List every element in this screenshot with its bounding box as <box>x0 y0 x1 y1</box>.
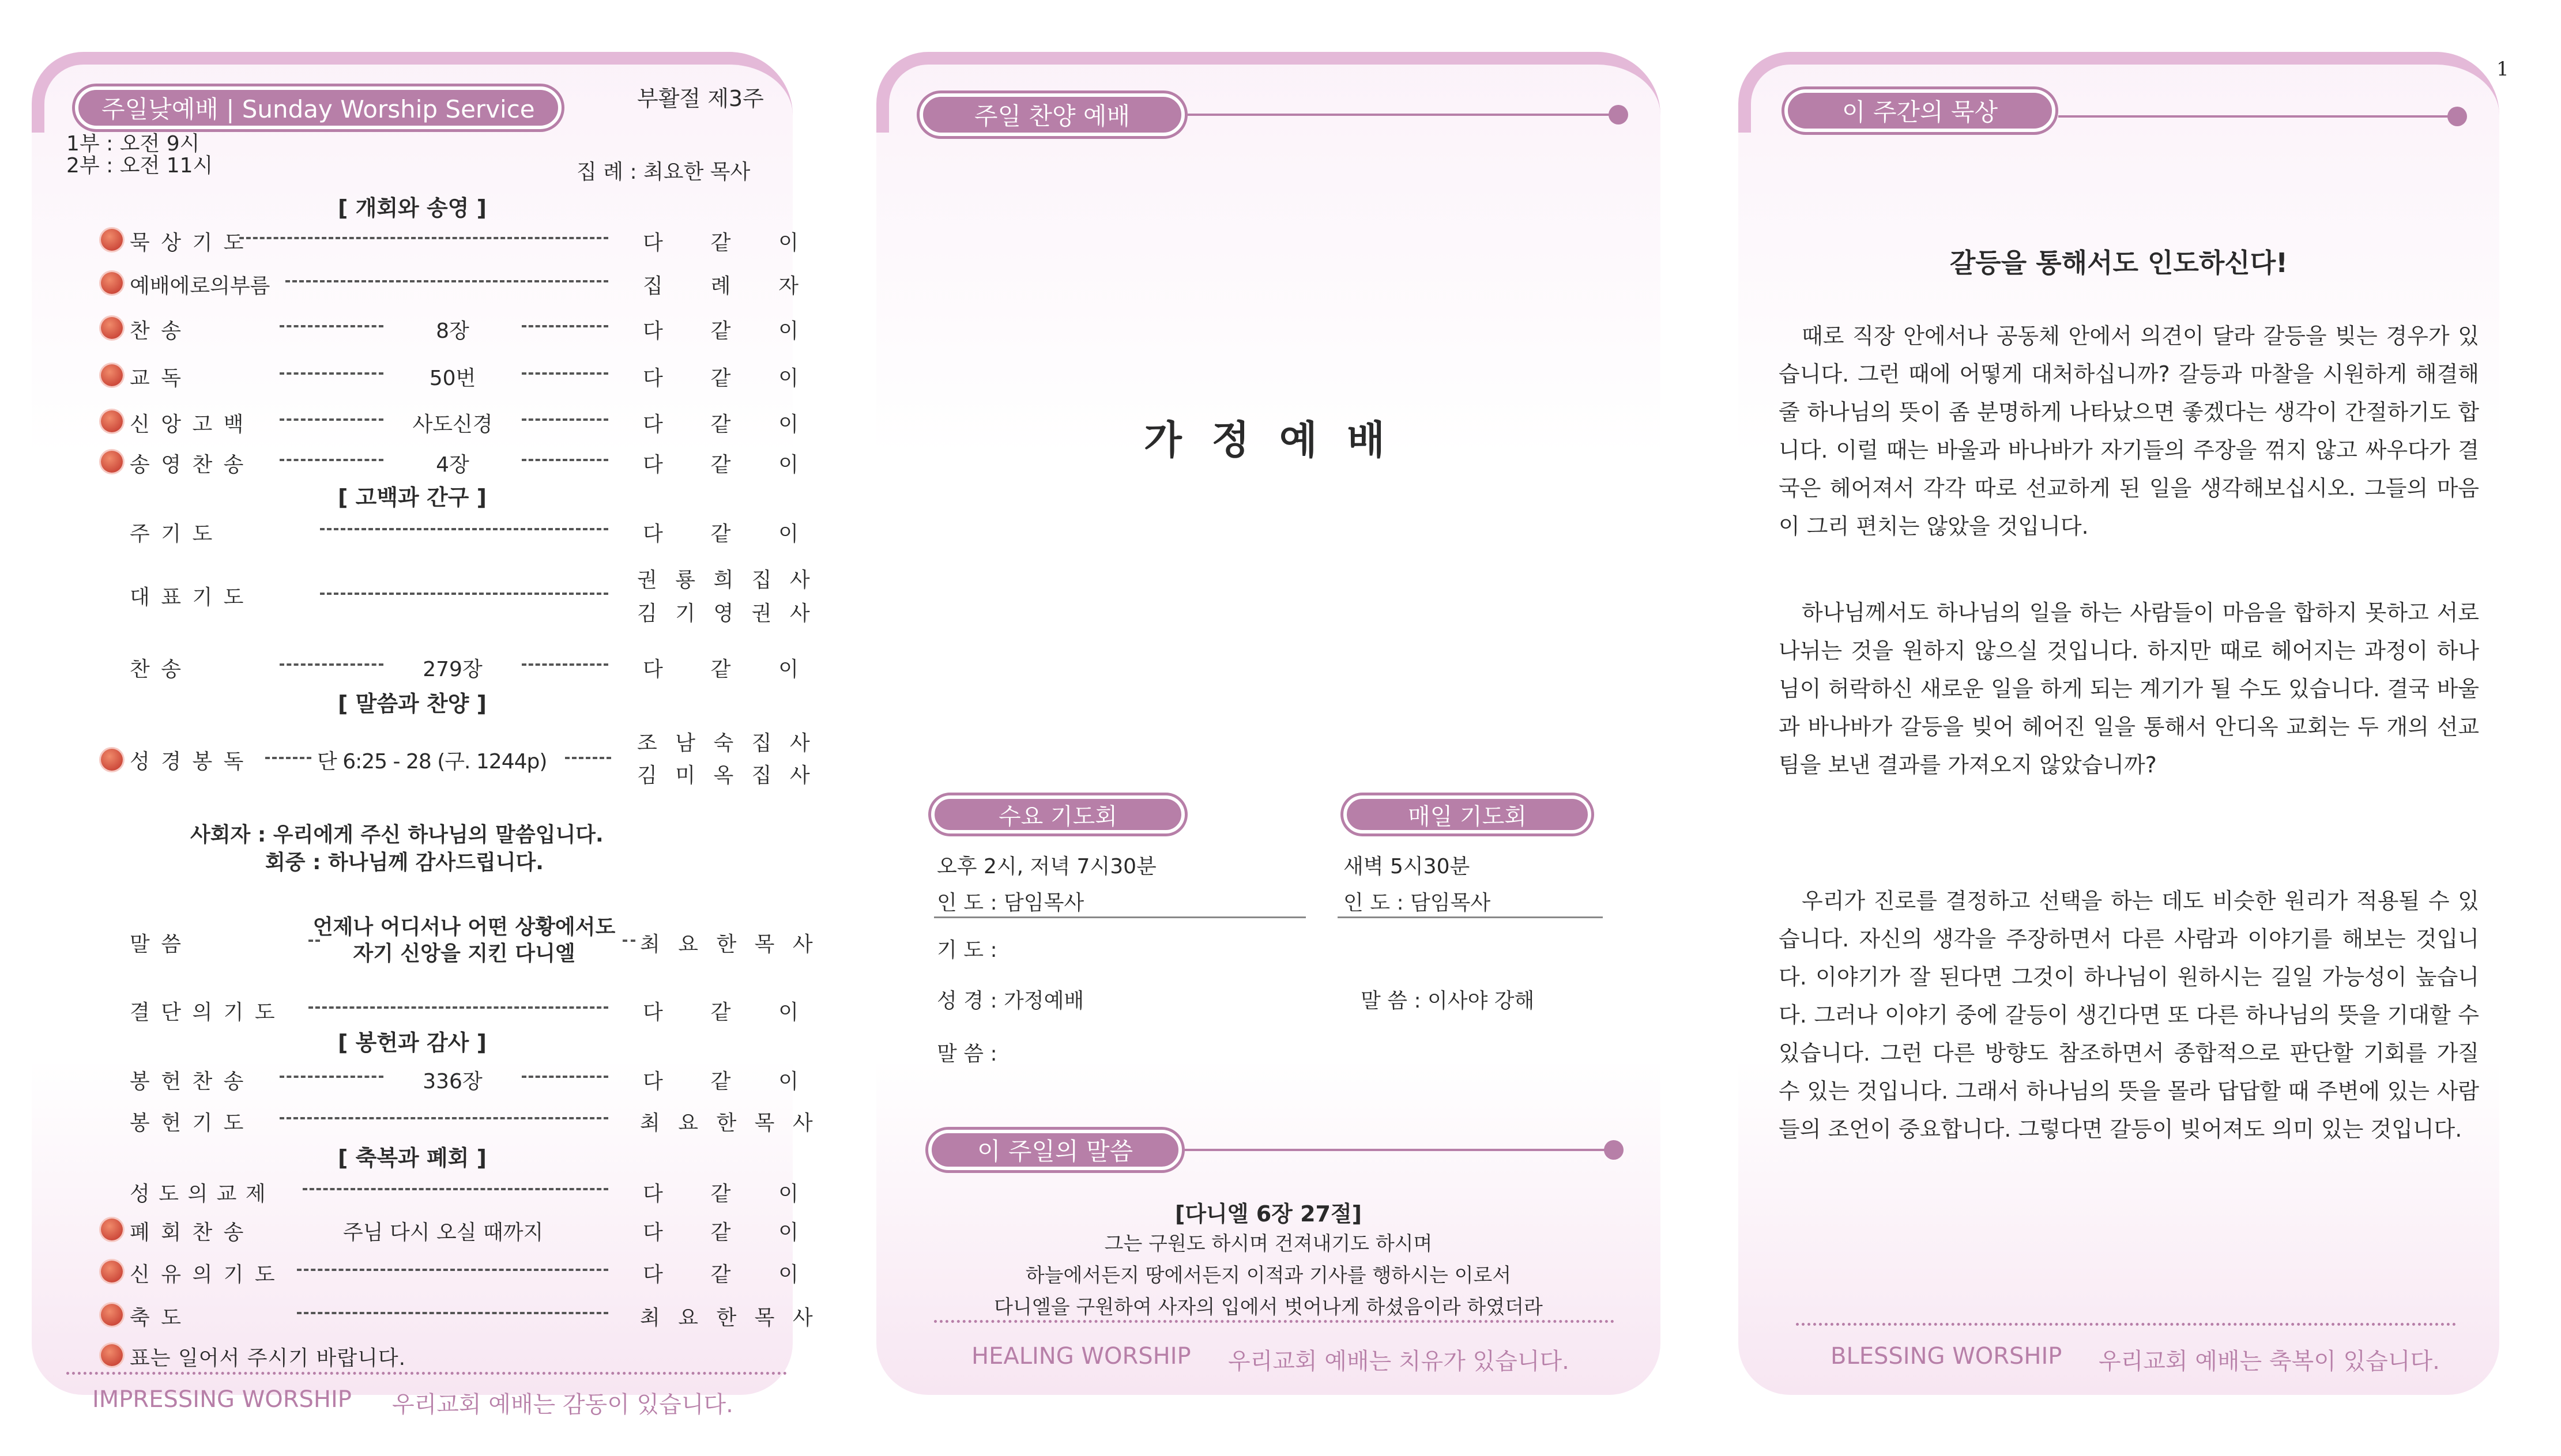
worship-order-panel <box>32 52 819 1418</box>
order-item: 결 단 의 기 도 다 같 이 <box>130 1001 799 1024</box>
meditation-paragraph-2: 하나님께서도 하나님의 일을 하는 사람들이 마음을 합하지 못하고 서로 나뉘는 것을 원하지 않으실 것입니다. 하지만 때로 헤어지는 과정이 하나님이 허락하신 새로운 일을 하게 되는 계기가 될 수도 있습니다. 결국 바울과 바나바가 갈등을 빚어 헤어진 일을 통해서 안디옥 교회는 두 개의 선교 팀을 보낸 결과를 가져오지 않았습니까? <box>1779 600 2479 778</box>
order-item: 찬 송 279장 다 같 이 <box>130 658 799 681</box>
standing-bullet-icon <box>101 364 123 386</box>
order-item: 묵 상 기 도 다 같 이 <box>66 222 787 257</box>
standing-bullet-icon <box>101 1261 123 1283</box>
order-item: 송 영 찬 송 4장 다 같 이 <box>66 444 787 478</box>
section-confession: [ 고백과 간구 ] <box>338 485 487 510</box>
word-label: 말 씀 : <box>937 1042 997 1066</box>
footer-ko: 우리교회 예배는 축복이 있습니다. <box>2099 1348 2440 1375</box>
wednesday-time: 오후 2시, 저녁 7시30분 <box>937 855 1157 878</box>
officiant-label: 집 례 : 최요한 목사 <box>577 160 751 184</box>
order-item: 교 독 50번 다 같 이 <box>66 357 787 392</box>
sermon-row: 말 씀 언제나 어디서나 어떤 상황에서도 자기 신앙을 지킨 다니엘 최 요 한 목 사 <box>66 911 787 974</box>
meditation-paragraph-3: 우리가 진로를 결정하고 선택을 하는 데도 비슷한 원리가 적용될 수 있습니다. 자신의 생각을 주장하면서 다른 사람과 이야기를 해보는 것입니다. 이야기가 잘 된다면 그것이 하나님이 원하시는 길일 가능성이 높습니다. 그러나 이야기 중에 갈등이 생긴다면 또 다른 하나님의 뜻을 기대할 수 있습니다. 그런 다른 방향도 참조하면서 종합적으로 판단할 기회를 가질 수 있는 것입니다. 그래서 하나님의 뜻을 몰라 답답할 때 주변에 있는 사람들의 조언이 중요합니다. 그렇다면 갈등이 빚어져도 의미 있는 것입니다. <box>1779 888 2479 1142</box>
meditation-panel <box>1738 52 2499 1395</box>
footer-en: HEALING WORSHIP <box>971 1343 1191 1370</box>
verse-reference: [다니엘 6장 27절] <box>1174 1201 1362 1227</box>
daily-leader: 인 도 : 담임목사 <box>1343 891 1491 915</box>
prayer-label: 기 도 : <box>937 938 997 962</box>
page-number: 1 <box>2496 58 2509 81</box>
footer-ko: 우리교회 예배는 감동이 있습니다. <box>392 1391 733 1418</box>
wednesday-leader: 인 도 : 담임목사 <box>937 891 1084 915</box>
evening-worship-panel <box>876 52 1660 1395</box>
standing-bullet-icon <box>101 229 123 251</box>
sermon-title-line2: 자기 신앙을 지킨 다니엘 <box>353 942 575 965</box>
standing-note-row <box>66 1337 787 1372</box>
scripture-label: 성 경 : 가정예배 <box>937 989 1084 1013</box>
standing-bullet-icon <box>101 272 123 294</box>
standing-bullet-icon <box>101 451 123 473</box>
header-dot-icon <box>1609 105 1628 125</box>
order-item: 신 유 의 기 도 다 같 이 <box>66 1254 787 1288</box>
order-item: 대 표 기 도 권 룡 희 집 사 김 기 영 권 사 <box>130 568 816 625</box>
daily-word-label: 말 씀 : 이사야 강해 <box>1361 989 1535 1013</box>
footer-en: IMPRESSING WORSHIP <box>92 1386 352 1413</box>
responsive-leader: 사회자 : 우리에게 주신 하나님의 말씀입니다. <box>190 823 604 847</box>
footer-divider <box>66 1372 787 1375</box>
standing-bullet-icon <box>101 317 123 339</box>
standing-bullet-icon <box>101 410 123 432</box>
evening-worship-pill: 주일 찬양 예배 <box>920 93 1185 136</box>
sermon-preacher: 최 요 한 목 사 <box>640 933 819 956</box>
season-label: 부활절 제3주 <box>637 86 764 111</box>
weekly-verse-pill: 이 주일의 말씀 <box>928 1130 1182 1170</box>
responsive-congregation: 회중 : 하나님께 감사드립니다. <box>265 851 544 874</box>
order-item: 성 경 봉 독 단 6:25 - 28 (구. 1244p) 조 남 숙 집 사 김 미 옥 집 사 <box>66 723 787 793</box>
service2-time: 2부 : 오전 11시 <box>66 154 213 178</box>
daily-prayer-pill: 매일 기도회 <box>1343 795 1591 833</box>
section-offering: [ 봉헌과 감사 ] <box>338 1030 487 1055</box>
meditation-paragraph-1: 때로 직장 안에서나 공동체 안에서 의견이 달라 갈등을 빚는 경우가 있습니다. 그런 때에 어떻게 대처하십니까? 갈등과 마찰을 시원하게 해결해줄 하나님의 뜻이 좀 분명하게 나타났으면 좋겠다는 생각이 간절하기도 합니다. 이럴 때는 바울과 바나바가 자기들의 주장을 꺾지 않고 싸우다가 결국은 헤어져서 각각 따로 선교하게 된 일을 생각해보십시오. 그들의 마음이 그리 편치는 않았을 것입니다. <box>1779 323 2479 539</box>
standing-note: 표는 일어서 주시기 바랍니다. <box>130 1346 406 1370</box>
order-item: 폐 회 찬 송 주님 다시 오실 때까지 다 같 이 <box>66 1212 787 1246</box>
order-item: 봉 헌 찬 송 336장 다 같 이 <box>130 1070 799 1093</box>
standing-bullet-icon <box>101 1219 123 1240</box>
footer-divider <box>934 1320 1614 1323</box>
footer-en: BLESSING WORSHIP <box>1831 1343 2062 1370</box>
verse-line3: 다니엘을 구원하여 사자의 입에서 벗어나게 하셨음이라 하였더라 <box>994 1296 1543 1319</box>
verse-dot-icon <box>1604 1140 1624 1160</box>
standing-bullet-icon <box>101 1304 123 1326</box>
sunday-worship-pill: 주일낮예배 | Sunday Worship Service <box>75 86 562 129</box>
footer-ko: 우리교회 예배는 치유가 있습니다. <box>1228 1348 1569 1375</box>
service1-time: 1부 : 오전 9시 <box>66 132 200 156</box>
order-item: 예배에로의부름 집 례 자 <box>66 265 787 300</box>
standing-bullet-icon <box>101 749 123 771</box>
order-item: 찬 송 8장 다 같 이 <box>66 310 787 345</box>
section-word: [ 말씀과 찬양 ] <box>338 691 487 716</box>
meditation-title: 갈등을 통해서도 인도하신다! <box>1949 247 2288 278</box>
section-opening: [ 개회와 송영 ] <box>338 195 487 221</box>
home-worship-title: 가 정 예 배 <box>1144 418 1393 463</box>
order-item: 신 앙 고 백 사도신경 다 같 이 <box>66 403 787 438</box>
section-blessing: [ 축복과 폐회 ] <box>338 1145 487 1171</box>
verse-line1: 그는 구원도 하시며 건져내기도 하시며 <box>1104 1232 1433 1255</box>
sermon-title-line1: 언제나 어디서나 어떤 상황에서도 <box>312 915 616 939</box>
standing-bullet-icon <box>101 1344 123 1366</box>
order-item: 주 기 도 다 같 이 <box>130 522 799 546</box>
order-item: 봉 헌 기 도 최 요 한 목 사 <box>130 1111 819 1135</box>
order-item: 축 도 최 요 한 목 사 <box>66 1297 787 1331</box>
meditation-pill: 이 주간의 묵상 <box>1784 89 2055 132</box>
daily-time: 새벽 5시30분 <box>1343 855 1470 878</box>
footer-divider <box>1796 1323 2456 1326</box>
wednesday-prayer-pill: 수요 기도회 <box>931 795 1185 833</box>
verse-line2: 하늘에서든지 땅에서든지 이적과 기사를 행하시는 이로서 <box>1025 1264 1512 1287</box>
order-item: 성 도 의 교 제 다 같 이 <box>130 1182 799 1206</box>
header-dot-icon <box>2447 107 2467 126</box>
